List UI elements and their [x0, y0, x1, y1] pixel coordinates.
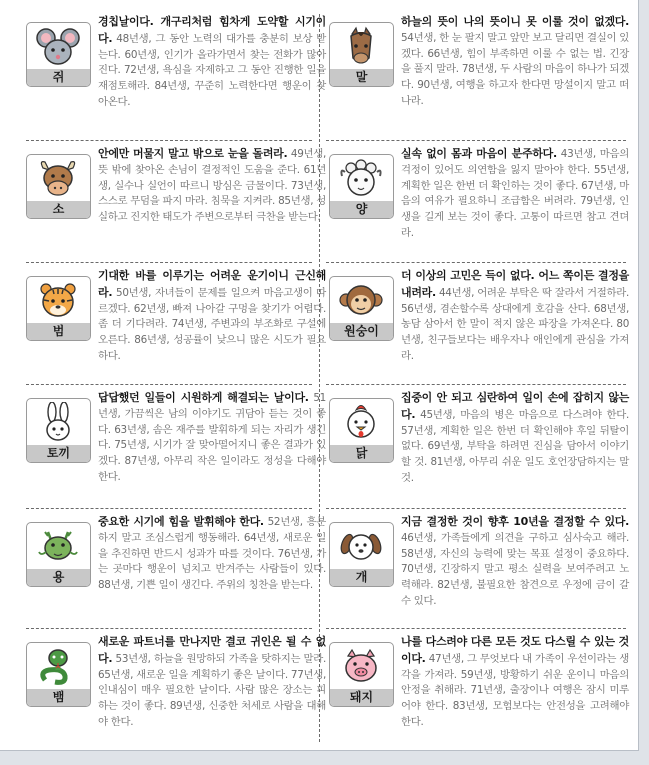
- row-divider: [26, 384, 312, 385]
- fortune-body: 51년생, 가끔씩은 남의 이야기도 귀담아 듣는 것이 좋다. 63년생, 솜은 재주를 발휘하게 되는 자리가 생긴다. 75년생, 시기가 잘 맞아떨어지니 좋은 결과가 있겠다. 87년생, 아무리 작은 일이라도 정성을 다해야 한다.: [98, 392, 326, 483]
- fortune-headline: 지금 결정한 것이 향후 10년을 결정할 수 있다.: [401, 515, 629, 528]
- row-divider: [326, 508, 626, 509]
- fortune-text: [98, 390, 326, 486]
- zodiac-name: 양: [330, 201, 393, 218]
- rabbit-icon: [33, 402, 83, 444]
- fortune-headline: 중요한 시기에 힘을 발휘해야 한다.: [98, 515, 264, 528]
- fortune-text: [98, 514, 326, 594]
- zodiac-name: 돼지: [330, 689, 393, 706]
- zodiac-badge: [26, 22, 91, 87]
- fortune-text: [401, 268, 629, 365]
- zodiac-badge: [329, 522, 394, 587]
- fortune-body: 44년생, 어려운 부탁은 딱 잘라서 거절하라. 56년생, 겸손할수록 상대에게 호감을 산다. 68년생, 농담 삼아서 한 말이 적지 않은 파장을 가져온다. 80년생, 친구들보다는 배우자나 애인에게 관심을 가져라.: [401, 286, 629, 362]
- fortune-text: [401, 390, 629, 487]
- row-divider: [326, 140, 626, 141]
- zodiac-badge: [26, 276, 91, 341]
- zodiac-badge: [329, 642, 394, 707]
- fortune-body: 50년생, 자녀들이 문제를 일으켜 마음고생이 따르겠다. 62년생, 빠져 나아갈 구멍을 찾기가 어렵다. 좀 더 기다려라. 74년생, 주변과의 부조화로 구설에 오른다. 86년생, 성공률이 낮으니 많은 시도가 필요하다.: [98, 286, 326, 362]
- fortune-headline: 더 이상의 고민은 득이 없다. 어느 쪽이든 결정을 내려라.: [401, 269, 629, 299]
- fortune-text: [98, 268, 326, 365]
- sheep-icon: [336, 158, 386, 200]
- fortune-body: 52년생, 흥분하지 말고 조심스럽게 행동해라. 64년생, 새로운 일을 추진하면 반드시 성과가 따를 것이다. 76년생, 가는 곳마다 행운이 넘치고 반겨주는 사람들이 있다. 88년생, 기쁜 일이 생긴다. 주위의 칭찬을 받는다.: [98, 516, 326, 592]
- row-divider: [26, 262, 312, 263]
- zodiac-name: 쥐: [27, 69, 90, 86]
- zodiac-badge: [26, 642, 91, 707]
- zodiac-badge: [329, 398, 394, 463]
- fortune-text: [401, 146, 629, 242]
- pig-icon: [336, 646, 386, 688]
- zodiac-name: 용: [27, 569, 90, 586]
- fortune-body: 49년생, 뜻 밖에 찾아온 손님이 결정적인 도움을 준다. 61년생, 실수나 실언이 따르니 방심은 금물이다. 73년생, 스스로 무덤을 파지 마라. 침묵을 지켜라. 85년생, 성실하고 진지한 태도가 주변으로부터 극찬을 받는다.: [98, 148, 326, 224]
- row-divider: [326, 384, 626, 385]
- zodiac-name: 원숭이: [330, 323, 393, 340]
- rooster-icon: [336, 402, 386, 444]
- zodiac-badge: [26, 398, 91, 463]
- zodiac-name: 개: [330, 569, 393, 586]
- fortune-body: 43년생, 마음의 걱정이 있어도 의연함을 잃지 말아야 한다. 55년생, 계획한 일은 한번 더 확인하는 것이 좋다. 67년생, 마음의 여유가 필요하니 조급함은 버려라. 79년생, 인생을 길게 보는 것이 좋다. 고통이 따르면 참고 견뎌라.: [401, 148, 629, 239]
- fortune-body: 45년생, 마음의 병은 마음으로 다스려야 한다. 57년생, 계획한 일은 한번 더 확인해야 후일 뒤탈이 없다. 69년생, 부탁을 하려면 진심을 담아서 이야기할 것. 81년생, 아무리 쉬운 일도 호언장담하지는 말 것.: [401, 408, 629, 484]
- zodiac-name: 소: [27, 201, 90, 218]
- rat-icon: [33, 26, 83, 68]
- fortune-headline: 새로운 파트너를 만나지만 결코 귀인은 될 수 없다.: [98, 635, 326, 665]
- fortune-headline: 기대한 바를 이루기는 어려운 운기이니 근신해라.: [98, 269, 326, 299]
- center-dashed-divider: [319, 14, 320, 742]
- zodiac-badge: [329, 276, 394, 341]
- zodiac-name: 범: [27, 323, 90, 340]
- row-divider: [26, 140, 312, 141]
- fortune-headline: 집중이 안 되고 심란하여 일이 손에 잡히지 않는다.: [401, 391, 629, 421]
- fortune-text: [401, 14, 629, 110]
- row-divider: [326, 628, 626, 629]
- row-divider: [26, 628, 312, 629]
- zodiac-name: 토끼: [27, 445, 90, 462]
- zodiac-badge: [26, 522, 91, 587]
- row-divider: [26, 508, 312, 509]
- fortune-headline: 하늘의 뜻이 나의 뜻이니 못 이룰 것이 없겠다.: [401, 15, 629, 28]
- fortune-body: 54년생, 한 눈 팔지 말고 앞만 보고 달리면 결실이 있겠다. 66년생, 힘이 부족하면 이룰 수 없는 법. 긴장을 풀지 말라. 78년생, 두 사람의 마음이 하나가 되겠다. 90년생, 여행을 하고자 한다면 망설이지 말고 떠나라.: [401, 31, 629, 107]
- fortune-body: 48년생, 그 동안 노력의 대가를 충분히 보상 받는다. 60년생, 인기가 올라가면서 찾는 전화가 많아진다. 72년생, 욕심을 자제하고 그 동안 진행한 일을 재점토해라. 84년생, 꾸준히 노력한다면 행운이 찾아온다.: [98, 32, 326, 108]
- zodiac-name: 말: [330, 69, 393, 86]
- dog-icon: [336, 526, 386, 568]
- zodiac-name: 닭: [330, 445, 393, 462]
- row-divider: [326, 262, 626, 263]
- zodiac-badge: [329, 22, 394, 87]
- ox-icon: [33, 158, 83, 200]
- fortune-body: 53년생, 하늘을 원망하되 가족을 탓하지는 말라. 65년생, 새로운 일을 계획하기 좋은 날이다. 77년생, 인내심이 매우 필요한 날이다. 사람 많은 장소는 피하는 것이 좋다. 89년생, 신중한 처세로 사람을 대해야 한다.: [98, 652, 326, 728]
- fortune-headline: 안에만 머물지 말고 밖으로 눈을 돌려라.: [98, 147, 288, 160]
- snake-icon: [33, 646, 83, 688]
- zodiac-name: 뱀: [27, 689, 90, 706]
- fortune-headline: 실속 없이 몸과 마음이 분주하다.: [401, 147, 557, 160]
- dragon-icon: [33, 526, 83, 568]
- zodiac-badge: [329, 154, 394, 219]
- fortune-text: [401, 634, 629, 731]
- monkey-icon: [336, 280, 386, 322]
- horse-icon: [336, 26, 386, 68]
- fortune-headline: 경칩날이다. 개구리처럼 힘차게 도약할 시기이다.: [98, 15, 326, 45]
- tiger-icon: [33, 280, 83, 322]
- fortune-text: [98, 146, 326, 226]
- zodiac-badge: [26, 154, 91, 219]
- fortune-text: [401, 514, 629, 610]
- fortune-headline: 나를 다스려야 다른 모든 것도 다스릴 수 있는 것이다.: [401, 635, 629, 665]
- fortune-body: 47년생, 그 무엇보다 내 가족이 우선이라는 생각을 가져라. 59년생, 방황하기 쉬운 운이니 마음의 안정을 취해라. 71년생, 출장이나 여행은 잠시 미루어야 한다. 83년생, 모험보다는 안전성을 고려해야 한다.: [401, 652, 629, 728]
- fortune-text: [98, 634, 326, 731]
- fortune-text: [98, 14, 326, 111]
- fortune-body: 46년생, 가족들에게 의견을 구하고 심사숙고 해라. 58년생, 자신의 능력에 맞는 목표 설정이 중요하다. 70년생, 긴장하지 말고 평소 실력을 보여주려고 노력해라. 82년생, 불필요한 참견으로 우정에 금이 갈 수 있다.: [401, 531, 629, 607]
- fortune-headline: 답답했던 일들이 시원하게 해결되는 날이다.: [98, 391, 309, 404]
